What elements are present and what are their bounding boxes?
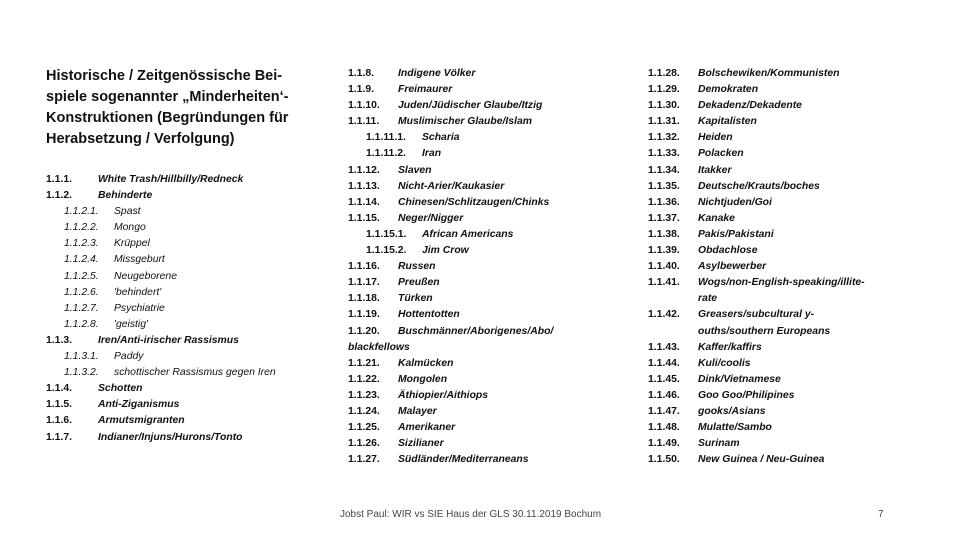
item-number: 1.1.21. — [348, 357, 380, 369]
list-item — [46, 381, 336, 397]
list-item — [648, 227, 938, 243]
item-number: 1.1.3.2. — [64, 367, 99, 379]
item-number: 1.1.33. — [648, 148, 680, 160]
item-number: 1.1.2.2. — [64, 222, 99, 234]
list-item — [648, 356, 938, 372]
item-text: blackfellows — [348, 341, 410, 353]
list-item — [46, 220, 336, 236]
list-item — [348, 372, 638, 388]
item-text: Kuli/coolis — [698, 357, 751, 369]
item-number: 1.1.29. — [648, 84, 680, 96]
item-text: Amerikaner — [398, 422, 456, 434]
item-text: Äthiopier/Aithiops — [398, 389, 489, 401]
list-item — [348, 404, 638, 420]
list-item — [348, 388, 638, 404]
list-item — [46, 333, 336, 349]
item-text: Hottentotten — [398, 309, 460, 321]
item-text: Polacken — [698, 148, 744, 160]
item-text: Indigene Völker — [398, 68, 476, 79]
item-number: 1.1.6. — [46, 415, 72, 427]
item-number: 1.1.11. — [348, 116, 380, 128]
item-text: Demokraten — [698, 84, 759, 96]
list-item — [648, 436, 938, 452]
list-item — [648, 179, 938, 195]
list-item — [648, 340, 938, 356]
list-item — [648, 114, 938, 130]
item-text: Jim Crow — [422, 245, 469, 257]
item-text: Bolschewiken/Kommunisten — [698, 68, 840, 79]
list-item — [348, 243, 638, 259]
list-item — [648, 452, 938, 468]
item-number: 1.1.13. — [348, 180, 380, 192]
list-item — [46, 365, 336, 381]
list-item — [46, 188, 336, 204]
item-text: Türken — [398, 293, 433, 305]
list-item — [46, 301, 336, 317]
item-number: 1.1.37. — [648, 212, 680, 224]
item-text: gooks/Asians — [698, 405, 766, 417]
item-number: 1.1.32. — [648, 132, 680, 144]
item-text: Heiden — [698, 132, 733, 144]
list-item — [348, 82, 638, 98]
item-number: 1.1.10. — [348, 100, 380, 112]
footer-text: Jobst Paul: WIR vs SIE Haus der GLS 30.11.2019 Bochum — [340, 509, 602, 520]
item-text: Armutsmigranten — [98, 415, 185, 427]
list-item — [46, 204, 336, 220]
item-number: 1.1.41. — [648, 277, 680, 289]
item-text: Kaffer/kaffirs — [698, 341, 762, 353]
list-item — [348, 98, 638, 114]
column-1 — [46, 66, 336, 446]
item-number: 1.1.3.1. — [64, 351, 99, 363]
item-text: Südländer/Mediterraneans — [398, 454, 529, 466]
list-item — [46, 430, 336, 446]
item-number: 1.1.45. — [648, 373, 680, 385]
item-text: Muslimischer Glaube/Islam — [398, 116, 532, 128]
item-number: 1.1.43. — [648, 341, 680, 353]
list-item — [648, 98, 938, 114]
item-text: Greasers/subcultural y- — [698, 309, 815, 321]
item-text: Sizilianer — [398, 438, 444, 450]
item-text: Kalmücken — [398, 357, 454, 369]
slide-heading — [46, 66, 336, 150]
item-number: 1.1.39. — [648, 245, 680, 257]
item-number: 1.1.9. — [348, 84, 374, 96]
list-item — [348, 452, 638, 468]
item-text: Preußen — [398, 277, 440, 289]
item-number: 1.1.12. — [348, 164, 380, 176]
list-item — [348, 340, 638, 356]
item-text: Mongolen — [398, 373, 448, 385]
list-item — [648, 420, 938, 436]
item-number: 1.1.4. — [46, 383, 72, 395]
item-number: 1.1.8. — [348, 68, 374, 79]
item-text: Kanake — [698, 212, 735, 224]
list-item — [46, 349, 336, 365]
item-text: Surinam — [698, 438, 740, 450]
item-text: Kapitalisten — [698, 116, 757, 128]
item-text: Scharia — [422, 132, 460, 144]
item-number: 1.1.2.5. — [64, 270, 99, 282]
list-item — [348, 291, 638, 307]
list-item — [348, 259, 638, 275]
item-text: Chinesen/Schlitzaugen/Chinks — [398, 196, 550, 208]
list-column-1 — [46, 172, 336, 446]
item-text: Nicht-Arier/Kaukasier — [398, 180, 505, 192]
item-text: Mongo — [114, 222, 146, 234]
item-number: 1.1.19. — [348, 309, 380, 321]
item-number: 1.1.2. — [46, 190, 72, 202]
item-number: 1.1.16. — [348, 261, 380, 273]
item-number: 1.1.11.2. — [366, 148, 406, 160]
list-item — [46, 172, 336, 188]
item-text: rate — [698, 293, 718, 305]
heading-line: Konstruktionen (Begründungen für — [46, 110, 289, 126]
list-item — [648, 324, 938, 340]
list-item — [648, 130, 938, 146]
item-number: 1.1.5. — [46, 399, 72, 411]
item-number: 1.1.2.7. — [64, 302, 99, 314]
list-item — [348, 179, 638, 195]
list-column-3 — [648, 66, 938, 468]
item-number: 1.1.2.1. — [64, 206, 99, 218]
list-item — [348, 195, 638, 211]
list-item — [648, 195, 938, 211]
list-item — [348, 275, 638, 291]
item-text: Iren/Anti-irischer Rassismus — [98, 334, 239, 346]
list-item — [648, 291, 938, 307]
item-text: Anti-Ziganismus — [98, 399, 180, 411]
list-item — [648, 307, 938, 323]
item-text: Dink/Vietnamese — [698, 373, 781, 385]
column-2 — [348, 66, 638, 468]
list-item — [348, 146, 638, 162]
item-number: 1.1.26. — [348, 438, 380, 450]
item-text: Spast — [114, 206, 141, 218]
item-text: schottischer Rassismus gegen Iren — [114, 367, 276, 379]
item-number: 1.1.31. — [648, 116, 680, 128]
list-item — [348, 227, 638, 243]
list-column-2 — [348, 66, 638, 468]
item-text: Krüppel — [114, 238, 150, 250]
list-item — [348, 356, 638, 372]
list-item — [648, 388, 938, 404]
item-number: 1.1.46. — [648, 389, 680, 401]
item-text: Goo Goo/Philipines — [698, 389, 795, 401]
item-text: Behinderte — [98, 190, 153, 202]
item-number: 1.1.2.3. — [64, 238, 99, 250]
item-text: Neugeborene — [114, 270, 177, 282]
item-text: Nichtjuden/Goi — [698, 196, 772, 208]
item-number: 1.1.17. — [348, 277, 380, 289]
list-item — [648, 275, 938, 291]
column-3 — [648, 66, 938, 468]
list-item — [648, 404, 938, 420]
heading-line: Historische / Zeitgenössische Bei- — [46, 68, 283, 84]
list-item — [46, 397, 336, 413]
list-item — [648, 66, 938, 82]
item-number: 1.1.3. — [46, 334, 72, 346]
item-number: 1.1.22. — [348, 373, 380, 385]
item-number: 1.1.49. — [648, 438, 680, 450]
list-item — [46, 252, 336, 268]
list-item — [648, 82, 938, 98]
item-number: 1.1.20. — [348, 325, 380, 337]
list-item — [348, 66, 638, 82]
list-item — [348, 163, 638, 179]
item-number: 1.1.15.1. — [366, 228, 407, 240]
item-number: 1.1.24. — [348, 405, 380, 417]
list-item — [348, 420, 638, 436]
list-item — [348, 211, 638, 227]
list-item — [348, 324, 638, 340]
list-item — [648, 243, 938, 259]
item-text: Obdachlose — [698, 245, 758, 257]
item-number: 1.1.34. — [648, 164, 680, 176]
item-text: Psychiatrie — [114, 302, 165, 314]
item-text: Juden/Jüdischer Glaube/Itzig — [398, 100, 543, 112]
list-item — [648, 259, 938, 275]
item-text: Buschmänner/Aborigenes/Abo/ — [398, 325, 554, 337]
item-text: Pakis/Pakistani — [698, 228, 774, 240]
item-number: 1.1.30. — [648, 100, 680, 112]
item-number: 1.1.28. — [648, 68, 680, 79]
list-item — [648, 146, 938, 162]
item-number: 1.1.15. — [348, 212, 380, 224]
item-number: 1.1.25. — [348, 422, 380, 434]
item-number: 1.1.14. — [348, 196, 380, 208]
item-number: 1.1.18. — [348, 293, 380, 305]
list-item — [648, 372, 938, 388]
item-number: 1.1.42. — [648, 309, 680, 321]
item-number: 1.1.47. — [648, 405, 680, 417]
item-text: Mulatte/Sambo — [698, 422, 772, 434]
item-text: White Trash/Hillbilly/Redneck — [98, 174, 244, 185]
list-item — [348, 114, 638, 130]
list-item — [46, 236, 336, 252]
list-item — [348, 130, 638, 146]
list-item — [648, 163, 938, 179]
item-number: 1.1.23. — [348, 389, 380, 401]
item-number: 1.1.2.8. — [64, 318, 99, 330]
item-number: 1.1.7. — [46, 431, 72, 443]
heading-line: spiele sogenannter „Minderheiten‘- — [46, 89, 289, 105]
item-text: Neger/Nigger — [398, 212, 464, 224]
item-text: African Americans — [422, 228, 514, 240]
item-number: 1.1.1. — [46, 174, 72, 185]
list-item — [46, 285, 336, 301]
item-text: Paddy — [114, 351, 144, 363]
item-number: 1.1.2.4. — [64, 254, 99, 266]
item-text: Freimaurer — [398, 84, 453, 96]
item-text: Indianer/Injuns/Hurons/Tonto — [98, 431, 243, 443]
item-text: New Guinea / Neu-Guinea — [698, 454, 825, 466]
item-text: Asylbewerber — [698, 261, 767, 273]
item-text: Iran — [422, 148, 442, 160]
item-number: 1.1.35. — [648, 180, 680, 192]
heading-line: Herabsetzung / Verfolgung) — [46, 131, 235, 147]
item-text: 'geistig' — [114, 318, 149, 330]
item-number: 1.1.11.1. — [366, 132, 406, 144]
item-text: Slaven — [398, 164, 432, 176]
item-number: 1.1.44. — [648, 357, 680, 369]
item-text: Missgeburt — [114, 254, 165, 266]
list-item — [648, 211, 938, 227]
item-text: Deutsche/Krauts/boches — [698, 180, 820, 192]
item-number: 1.1.48. — [648, 422, 680, 434]
item-text: Wogs/non-English-speaking/illite- — [698, 277, 865, 289]
item-number: 1.1.27. — [348, 454, 380, 466]
item-text: Itakker — [698, 164, 732, 176]
item-number: 1.1.15.2. — [366, 245, 407, 257]
item-text: Russen — [398, 261, 436, 273]
item-number: 1.1.38. — [648, 228, 680, 240]
item-text: ouths/southern Europeans — [698, 325, 831, 337]
item-text: 'behindert' — [114, 286, 162, 298]
item-number: 1.1.40. — [648, 261, 680, 273]
item-text: Dekadenz/Dekadente — [698, 100, 802, 112]
list-item — [46, 317, 336, 333]
list-item — [348, 307, 638, 323]
list-item — [46, 269, 336, 285]
item-number: 1.1.36. — [648, 196, 680, 208]
item-number: 1.1.50. — [648, 454, 680, 466]
page-number: 7 — [878, 509, 884, 520]
list-item — [348, 436, 638, 452]
item-text: Malayer — [398, 405, 437, 417]
item-number: 1.1.2.6. — [64, 286, 99, 298]
list-item — [46, 413, 336, 429]
item-text: Schotten — [98, 383, 143, 395]
